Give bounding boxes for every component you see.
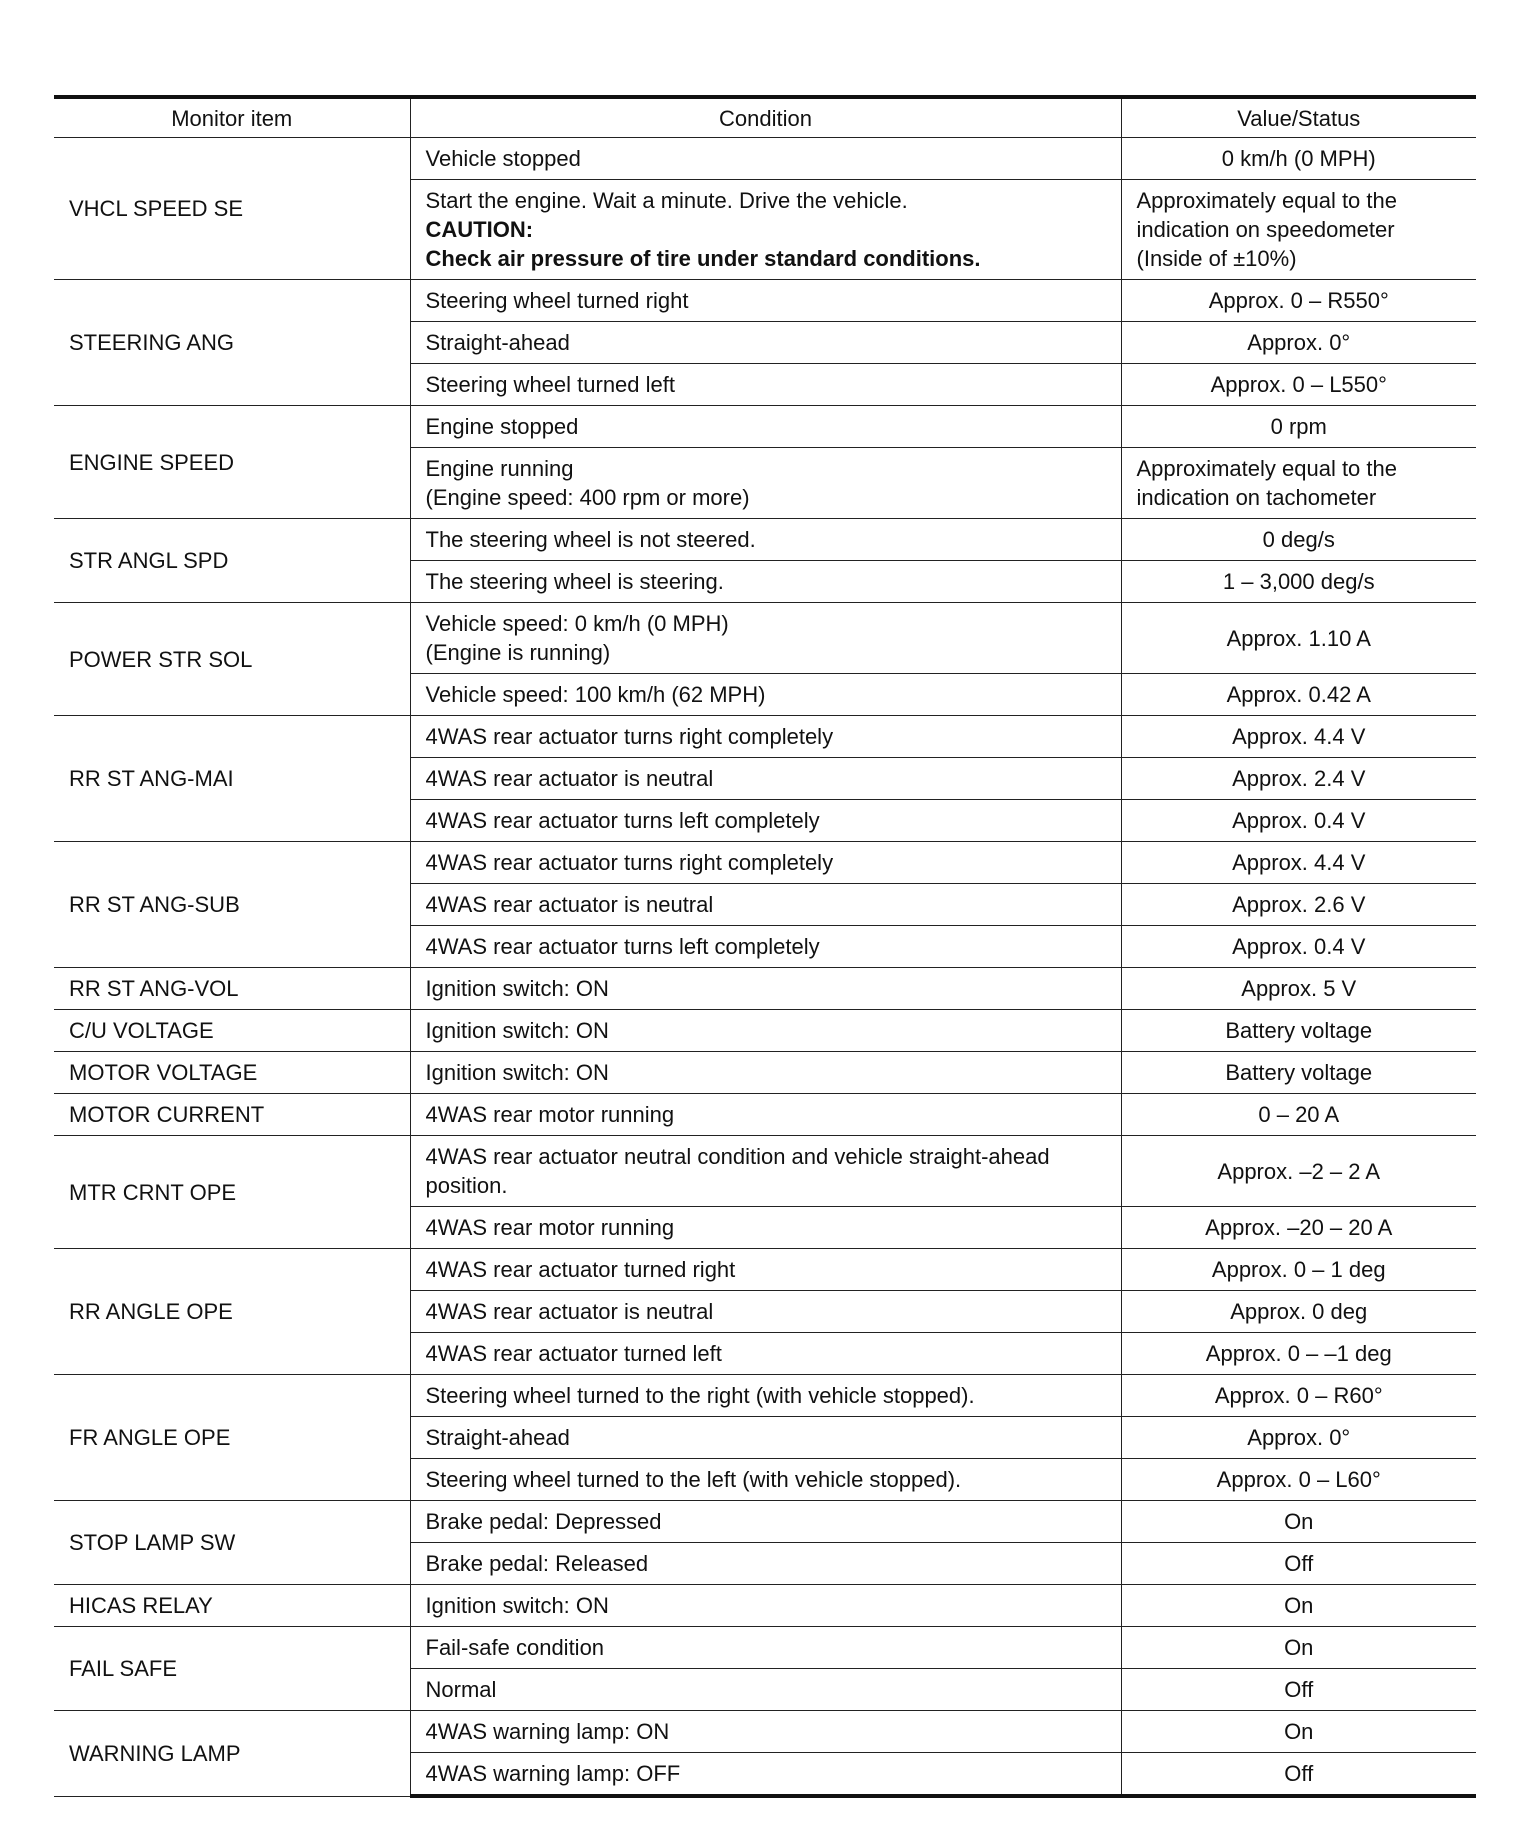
condition-cell <box>410 1291 1121 1333</box>
caution-text: Check air pressure of tire under standard conditions. <box>425 246 981 271</box>
value-status-cell: Approx. 0 – 1 deg <box>1121 1249 1476 1291</box>
condition-cell <box>410 1207 1121 1249</box>
table-row <box>54 1249 1476 1291</box>
monitor-item-cell: WARNING LAMP <box>54 1711 410 1797</box>
condition-text: Steering wheel turned to the right (with vehicle stopped). <box>425 1383 975 1408</box>
condition-text: Straight-ahead <box>425 330 570 355</box>
header-value-status: Value/Status <box>1121 97 1476 138</box>
condition-cell <box>410 1094 1121 1136</box>
condition-text: 4WAS warning lamp: OFF <box>425 1761 681 1786</box>
table-row <box>54 1010 1476 1052</box>
value-status-cell: 0 rpm <box>1121 406 1476 448</box>
table-row <box>54 716 1476 758</box>
value-status-cell: 1 – 3,000 deg/s <box>1121 561 1476 603</box>
value-status-cell: 0 deg/s <box>1121 519 1476 561</box>
value-status-cell: Approx. 0 – L60° <box>1121 1459 1476 1501</box>
monitor-item-cell: FR ANGLE OPE <box>54 1375 410 1501</box>
condition-text: 4WAS warning lamp: ON <box>425 1719 670 1744</box>
value-status-cell: Approx. 0° <box>1121 1417 1476 1459</box>
value-status-cell: Approx. 0.42 A <box>1121 674 1476 716</box>
header-monitor-item: Monitor item <box>54 97 410 138</box>
value-status-cell: On <box>1121 1585 1476 1627</box>
header-condition: Condition <box>410 97 1121 138</box>
condition-cell <box>410 1249 1121 1291</box>
monitor-item-cell: RR ST ANG-SUB <box>54 842 410 968</box>
condition-cell <box>410 1459 1121 1501</box>
monitor-item-cell: ENGINE SPEED <box>54 406 410 519</box>
condition-cell <box>410 322 1121 364</box>
monitor-item-cell: FAIL SAFE <box>54 1627 410 1711</box>
condition-cell <box>410 716 1121 758</box>
condition-text: 4WAS rear actuator is neutral <box>425 892 714 917</box>
table-row <box>54 968 1476 1010</box>
condition-cell <box>410 406 1121 448</box>
value-status-cell: Off <box>1121 1669 1476 1711</box>
value-status-cell: Approx. 0° <box>1121 322 1476 364</box>
condition-cell <box>410 800 1121 842</box>
condition-cell <box>410 1669 1121 1711</box>
monitor-item-cell: RR ST ANG-MAI <box>54 716 410 842</box>
table-row <box>54 1094 1476 1136</box>
value-status-cell: Approx. 0.4 V <box>1121 800 1476 842</box>
table-row <box>54 138 1476 180</box>
condition-text: (Engine is running) <box>425 640 611 665</box>
table-row <box>54 1052 1476 1094</box>
table-row <box>54 280 1476 322</box>
condition-text: Normal <box>425 1677 497 1702</box>
condition-cell <box>410 926 1121 968</box>
table-row <box>54 603 1476 674</box>
condition-text: 4WAS rear actuator turned right <box>425 1257 736 1282</box>
value-status-cell: 0 km/h (0 MPH) <box>1121 138 1476 180</box>
condition-cell <box>410 519 1121 561</box>
condition-cell <box>410 1711 1121 1753</box>
table-row <box>54 1375 1476 1417</box>
condition-text: Engine stopped <box>425 414 579 439</box>
condition-cell <box>410 1052 1121 1094</box>
condition-cell <box>410 364 1121 406</box>
condition-text: Start the engine. Wait a minute. Drive the vehicle. <box>425 188 908 213</box>
condition-text: 4WAS rear actuator is neutral <box>425 1299 714 1324</box>
condition-text: Steering wheel turned left <box>425 372 675 397</box>
condition-cell <box>410 1501 1121 1543</box>
value-status-cell: 0 – 20 A <box>1121 1094 1476 1136</box>
value-status-cell: Approx. 2.4 V <box>1121 758 1476 800</box>
value-status-cell: Off <box>1121 1753 1476 1797</box>
monitor-item-cell: C/U VOLTAGE <box>54 1010 410 1052</box>
table-row <box>54 842 1476 884</box>
condition-text: 4WAS rear actuator is neutral <box>425 766 714 791</box>
condition-cell <box>410 280 1121 322</box>
caution-text: CAUTION: <box>425 217 534 242</box>
value-status-cell: Approx. 1.10 A <box>1121 603 1476 674</box>
value-status-cell: Approx. 4.4 V <box>1121 842 1476 884</box>
header-row <box>54 97 1476 138</box>
monitor-item-cell: STOP LAMP SW <box>54 1501 410 1585</box>
condition-cell <box>410 603 1121 674</box>
condition-cell <box>410 968 1121 1010</box>
monitor-item-cell: STEERING ANG <box>54 280 410 406</box>
condition-text: Ignition switch: ON <box>425 1060 609 1085</box>
condition-cell <box>410 180 1121 280</box>
condition-cell <box>410 1333 1121 1375</box>
condition-cell <box>410 1136 1121 1207</box>
condition-cell <box>410 1417 1121 1459</box>
value-status-cell: Approx. 0 – R60° <box>1121 1375 1476 1417</box>
table-row <box>54 1711 1476 1753</box>
condition-cell <box>410 884 1121 926</box>
value-status-cell: Approx. 0 – –1 deg <box>1121 1333 1476 1375</box>
condition-text: 4WAS rear motor running <box>425 1102 675 1127</box>
condition-cell <box>410 842 1121 884</box>
value-status-cell: Approx. 0.4 V <box>1121 926 1476 968</box>
condition-text: 4WAS rear actuator turns left completely <box>425 808 820 833</box>
table-row <box>54 1501 1476 1543</box>
condition-cell <box>410 1627 1121 1669</box>
monitor-item-cell: MOTOR CURRENT <box>54 1094 410 1136</box>
condition-text: Vehicle speed: 0 km/h (0 MPH) <box>425 611 729 636</box>
monitor-table <box>54 95 1476 1798</box>
value-status-cell: Approx. 0 deg <box>1121 1291 1476 1333</box>
value-status-cell: Off <box>1121 1543 1476 1585</box>
condition-text: Engine running <box>425 456 574 481</box>
condition-text: 4WAS rear actuator turns right completely <box>425 850 834 875</box>
condition-text: The steering wheel is steering. <box>425 569 724 594</box>
condition-cell <box>410 674 1121 716</box>
condition-text: 4WAS rear actuator turns right completely <box>425 724 834 749</box>
value-status-cell: Approx. 0 – L550° <box>1121 364 1476 406</box>
value-status-cell: Battery voltage <box>1121 1052 1476 1094</box>
monitor-item-cell: POWER STR SOL <box>54 603 410 716</box>
condition-cell <box>410 758 1121 800</box>
monitor-item-cell: RR ANGLE OPE <box>54 1249 410 1375</box>
condition-cell <box>410 1010 1121 1052</box>
condition-cell <box>410 1543 1121 1585</box>
condition-text: 4WAS rear motor running <box>425 1215 675 1240</box>
table-body <box>54 138 1476 1797</box>
condition-cell <box>410 561 1121 603</box>
condition-text: Ignition switch: ON <box>425 1593 609 1618</box>
condition-text: (Engine speed: 400 rpm or more) <box>425 485 750 510</box>
condition-cell <box>410 1585 1121 1627</box>
value-status-cell: Approximately equal to the indication on tachometer <box>1121 448 1476 519</box>
value-status-cell: On <box>1121 1627 1476 1669</box>
condition-text: Ignition switch: ON <box>425 1018 609 1043</box>
condition-text: Brake pedal: Depressed <box>425 1509 662 1534</box>
condition-text: 4WAS rear actuator turns left completely <box>425 934 820 959</box>
condition-text: Vehicle speed: 100 km/h (62 MPH) <box>425 682 766 707</box>
monitor-item-cell: HICAS RELAY <box>54 1585 410 1627</box>
condition-cell <box>410 1753 1121 1797</box>
condition-text: Fail-safe condition <box>425 1635 605 1660</box>
condition-text: The steering wheel is not steered. <box>425 527 756 552</box>
value-status-cell: Approx. –20 – 20 A <box>1121 1207 1476 1249</box>
condition-cell <box>410 138 1121 180</box>
condition-text: Vehicle stopped <box>425 146 581 171</box>
monitor-item-cell: MOTOR VOLTAGE <box>54 1052 410 1094</box>
condition-text: Ignition switch: ON <box>425 976 609 1001</box>
condition-cell <box>410 448 1121 519</box>
value-status-cell: Approx. –2 – 2 A <box>1121 1136 1476 1207</box>
condition-text: 4WAS rear actuator turned left <box>425 1341 722 1366</box>
condition-text: 4WAS rear actuator neutral condition and vehicle straight-ahead position. <box>425 1144 1050 1198</box>
value-status-cell: On <box>1121 1501 1476 1543</box>
condition-cell <box>410 1375 1121 1417</box>
value-status-cell: Approximately equal to the indication on speedometer (Inside of ±10%) <box>1121 180 1476 280</box>
table-row <box>54 1136 1476 1207</box>
value-status-cell: Approx. 2.6 V <box>1121 884 1476 926</box>
monitor-item-cell: RR ST ANG-VOL <box>54 968 410 1010</box>
table-row <box>54 1627 1476 1669</box>
table-row <box>54 1585 1476 1627</box>
value-status-cell: Battery voltage <box>1121 1010 1476 1052</box>
table-row <box>54 519 1476 561</box>
value-status-cell: Approx. 0 – R550° <box>1121 280 1476 322</box>
table-row <box>54 406 1476 448</box>
condition-text: Steering wheel turned right <box>425 288 689 313</box>
condition-text: Straight-ahead <box>425 1425 570 1450</box>
condition-text: Brake pedal: Released <box>425 1551 649 1576</box>
value-status-cell: On <box>1121 1711 1476 1753</box>
value-status-cell: Approx. 4.4 V <box>1121 716 1476 758</box>
monitor-item-cell: MTR CRNT OPE <box>54 1136 410 1249</box>
condition-text: Steering wheel turned to the left (with vehicle stopped). <box>425 1467 962 1492</box>
monitor-item-cell: STR ANGL SPD <box>54 519 410 603</box>
monitor-item-cell: VHCL SPEED SE <box>54 138 410 280</box>
value-status-cell: Approx. 5 V <box>1121 968 1476 1010</box>
